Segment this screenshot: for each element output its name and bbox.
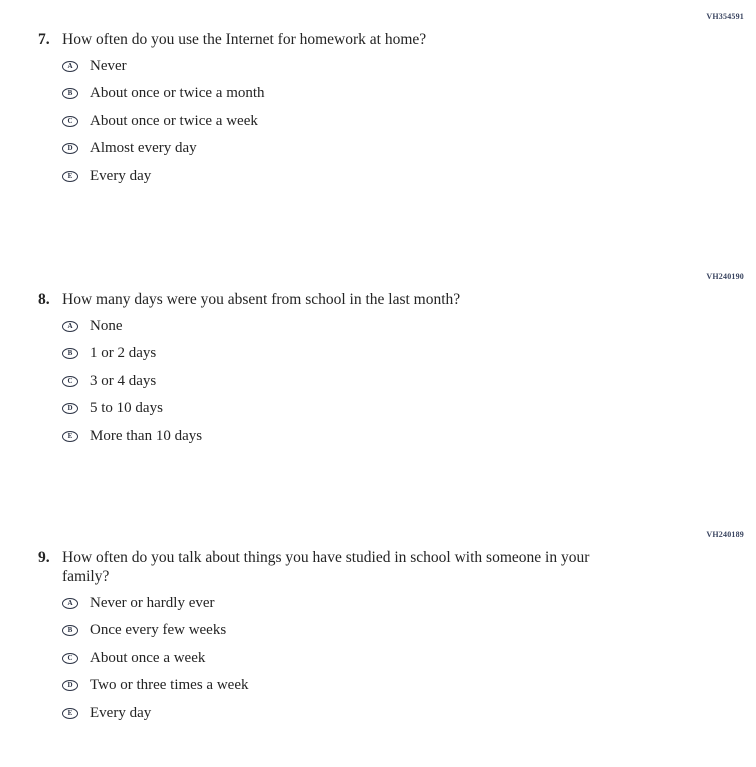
option-label: More than 10 days: [90, 427, 203, 444]
option-label: Never: [90, 58, 127, 74]
answer-bubble-a[interactable]: A: [62, 598, 78, 609]
option-row[interactable]: [62, 401, 756, 416]
option-label: Every day: [90, 167, 152, 184]
question-block-7: [0, 12, 756, 196]
option-row[interactable]: [62, 346, 756, 361]
answer-bubble-d[interactable]: D: [62, 403, 78, 414]
options-list: [62, 319, 756, 444]
answer-bubble-b[interactable]: B: [62, 348, 78, 359]
question-number: 9.: [38, 549, 50, 566]
accession-code: VH240189: [706, 530, 744, 539]
option-label: 5 to 10 days: [90, 400, 163, 417]
option-label: 1 or 2 days: [90, 345, 157, 362]
answer-bubble-b[interactable]: B: [62, 88, 78, 99]
answer-bubble-e[interactable]: E: [62, 708, 78, 719]
question-text: How often do you use the Internet for homework at home?: [62, 31, 427, 48]
answer-bubble-b[interactable]: B: [62, 625, 78, 636]
options-list: [62, 59, 756, 184]
question-row: [38, 290, 756, 309]
option-label: Once every few weeks: [90, 622, 227, 639]
option-label: Almost every day: [90, 140, 197, 157]
answer-bubble-c[interactable]: C: [62, 376, 78, 387]
option-row[interactable]: [62, 114, 756, 129]
option-row[interactable]: [62, 86, 756, 101]
accession-code: VH354591: [706, 12, 744, 21]
options-list: [62, 596, 756, 721]
option-label: Never or hardly ever: [90, 595, 215, 611]
option-row[interactable]: [62, 678, 756, 693]
option-label: About once or twice a week: [90, 112, 258, 129]
option-row[interactable]: [62, 651, 756, 666]
question-number: 8.: [38, 291, 50, 308]
option-row[interactable]: [62, 429, 756, 444]
accession-code: VH240190: [706, 272, 744, 281]
option-label: None: [90, 318, 123, 334]
option-row[interactable]: [62, 596, 756, 611]
answer-bubble-d[interactable]: D: [62, 680, 78, 691]
answer-bubble-e[interactable]: E: [62, 171, 78, 182]
option-label: About once a week: [90, 649, 206, 666]
option-label: Two or three times a week: [90, 677, 249, 694]
option-row[interactable]: [62, 141, 756, 156]
option-label: Every day: [90, 704, 152, 721]
question-row: [38, 548, 756, 586]
question-number: 7.: [38, 31, 50, 48]
option-row[interactable]: [62, 374, 756, 389]
option-row[interactable]: [62, 59, 756, 74]
question-block-8: [0, 272, 756, 456]
question-row: [38, 30, 756, 49]
question-text: How often do you talk about things you have studied in school with someone in your family?: [62, 549, 590, 585]
option-label: 3 or 4 days: [90, 372, 157, 389]
answer-bubble-d[interactable]: D: [62, 143, 78, 154]
answer-bubble-c[interactable]: C: [62, 653, 78, 664]
answer-bubble-c[interactable]: C: [62, 116, 78, 127]
question-text: How many days were you absent from school in the last month?: [62, 291, 461, 308]
option-row[interactable]: [62, 623, 756, 638]
option-row[interactable]: [62, 319, 756, 334]
option-row[interactable]: [62, 706, 756, 721]
answer-bubble-a[interactable]: A: [62, 61, 78, 72]
option-row[interactable]: [62, 169, 756, 184]
answer-bubble-a[interactable]: A: [62, 321, 78, 332]
question-block-9: [0, 530, 756, 733]
answer-bubble-e[interactable]: E: [62, 431, 78, 442]
option-label: About once or twice a month: [90, 85, 265, 102]
